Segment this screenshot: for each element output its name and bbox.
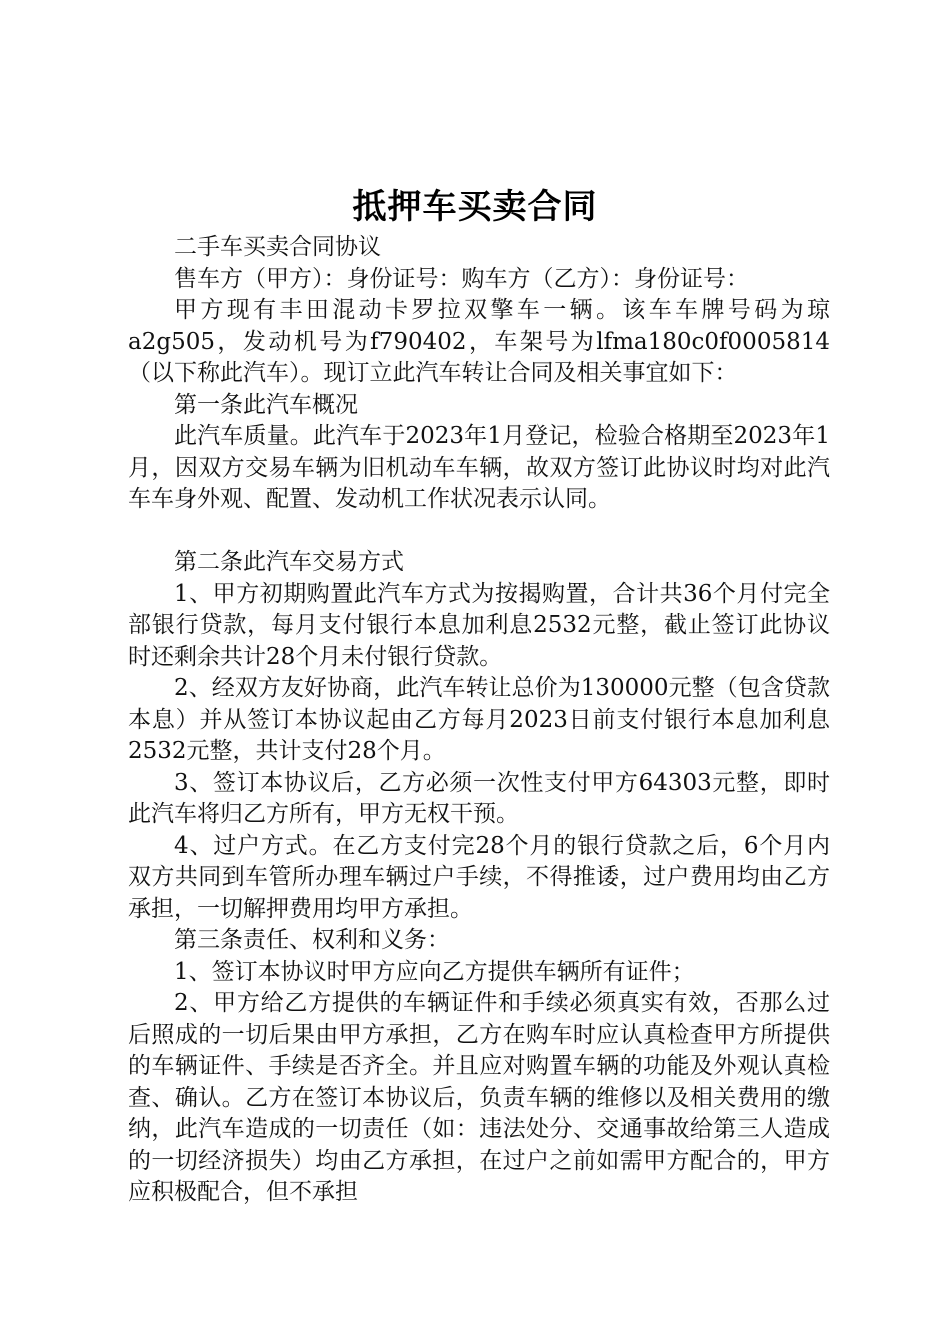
document-body bbox=[128, 232, 830, 1209]
paragraph-clause-2-3: 3、签订本协议后，乙方必须一次性支付甲方64303元整，即时此汽车将归乙方所有，甲方无权干预。 bbox=[128, 769, 830, 827]
paragraph-subtitle: 二手车买卖合同协议 bbox=[174, 234, 381, 260]
section-heading-1: 第一条此汽车概况 bbox=[174, 391, 358, 418]
paragraph-clause-3-2: 2、甲方给乙方提供的车辆证件和手续必须真实有效，否那么过后照成的一切后果由甲方承担，乙方在购车时应认真检查甲方所提供的车辆证件、手续是否齐全。并且应对购置车辆的功能及外观认真检查、确认。乙方在签订本协议后，负责车辆的维修以及相关费用的缴纳，此汽车造成的一切责任（如：违法处分、交通事故给第三人造成的一切经济损失）均由乙方承担，在过户之前如需甲方配合的，甲方应积极配合，但不承担 bbox=[128, 990, 830, 1205]
paragraph-vehicle-intro: 甲方现有丰田混动卡罗拉双擎车一辆。该车车牌号码为琼a2g505，发动机号为f790402，车架号为lfma180c0f0005814（以下称此汽车）。现订立此汽车转让合同及相关事宜如下： bbox=[128, 297, 830, 386]
paragraph-clause-3-1: 1、签订本协议时甲方应向乙方提供车辆所有证件； bbox=[174, 958, 695, 985]
paragraph-clause-2-1: 1、甲方初期购置此汽车方式为按揭购置，合计共36个月付完全部银行贷款，每月支付银行本息加利息2532元整，截止签订此协议时还剩余共计28个月未付银行贷款。 bbox=[128, 580, 830, 670]
paragraph-clause-2-4: 4、过户方式。在乙方支付完28个月的银行贷款之后，6个月内双方共同到车管所办理车辆过户手续，不得推诿，过户费用均由乙方承担，一切解押费用均甲方承担。 bbox=[128, 832, 830, 922]
section-heading-2: 第二条此汽车交易方式 bbox=[174, 549, 404, 575]
paragraph-parties: 售车方（甲方）：身份证号：购车方（乙方）：身份证号： bbox=[174, 265, 749, 292]
paragraph-vehicle-quality: 此汽车质量。此汽车于2023年1月登记，检验合格期至2023年1月，因双方交易车辆为旧机动车车辆，故双方签订此协议时均对此汽车车身外观、配置、发动机工作状况表示认同。 bbox=[128, 423, 830, 512]
section-heading-3: 第三条责任、权利和义务： bbox=[174, 927, 450, 953]
paragraph-clause-2-2: 2、经双方友好协商，此汽车转让总价为130000元整（包含贷款本息）并从签订本协议起由乙方每月2023日前支付银行本息加利息2532元整，共计支付28个月。 bbox=[128, 675, 830, 764]
document-title: 抵押车买卖合同 bbox=[352, 187, 598, 227]
